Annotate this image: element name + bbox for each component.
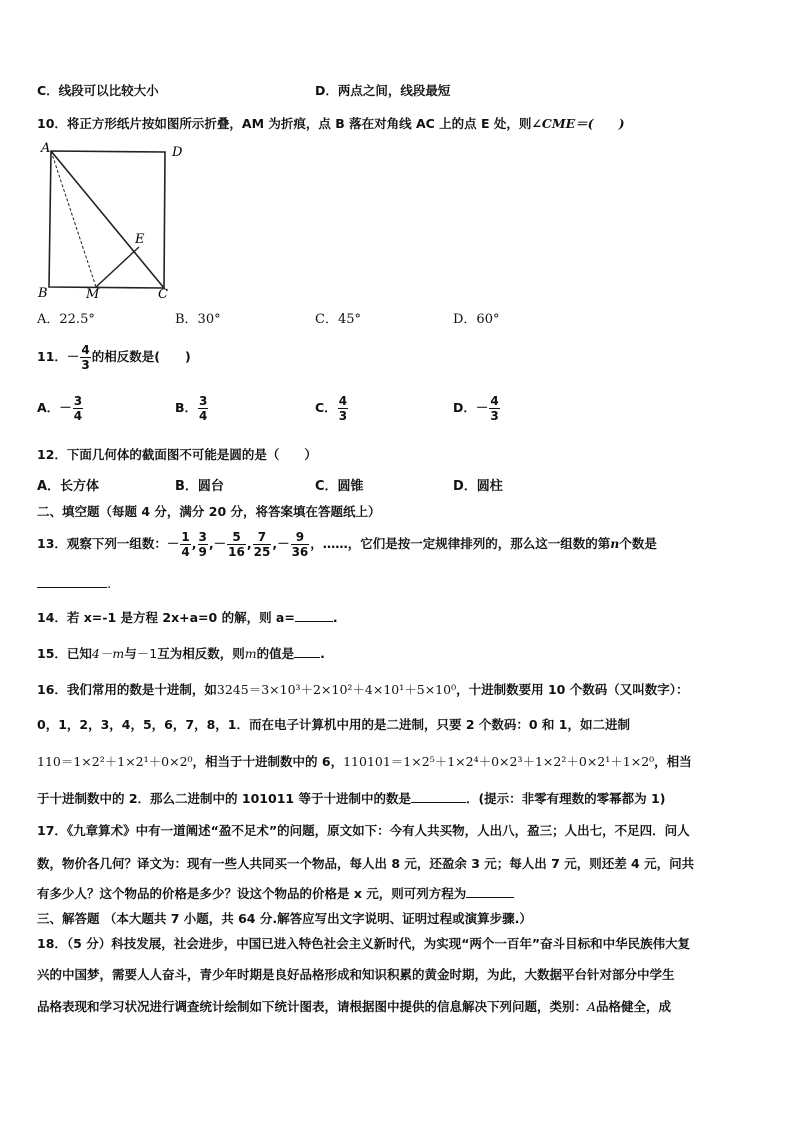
q16-line3: [37, 753, 692, 771]
q18-line1: 18．（5 分）科技发展，社会进步，中国已进入特色社会主义新时代，为实现“两个一百年”奋斗目标和中华民族伟大复: [37, 936, 691, 951]
q10-option-c: C．45°: [315, 312, 361, 327]
q16-line4-post: ．(提示：非零有理数的零幂都为 1): [465, 791, 666, 806]
q17-answer-blank[interactable]: [466, 897, 514, 898]
q13-answer-line: [37, 576, 111, 594]
q15-answer-blank[interactable]: [294, 657, 320, 658]
q16-line1-math: 3245＝3×10³＋2×10²＋4×10¹＋5×10⁰: [216, 682, 457, 697]
q14-end: .: [332, 610, 338, 625]
q12-option-b: B．圆台: [175, 479, 224, 494]
q13-f3-den: 16: [228, 545, 245, 559]
q10-stem: [37, 115, 625, 133]
q10-option-d: D．60°: [453, 312, 500, 327]
q11-option-a-label: A．: [37, 400, 60, 415]
q11-option-a-sign: －: [59, 400, 72, 415]
q18-line3: [37, 998, 671, 1016]
q13-f4-den: 25: [253, 545, 271, 559]
diagonal-ac: [51, 151, 164, 288]
q13-end: .: [107, 577, 112, 592]
q17-line3-text: 有多少人？这个物品的价格是多少？设这个物品的价格是 x 元，则可列方程为: [37, 886, 467, 901]
q16-answer-blank[interactable]: [411, 802, 466, 803]
q12-stem: 12．下面几何体的截面图不可能是圆的是（ ）: [37, 447, 317, 462]
q16-line4-pre: 于十进制数中的 2．那么二进制中的 101011 等于十进制中的数是: [37, 791, 411, 806]
q11-option-a-num: 3: [73, 394, 83, 408]
q16-line1-post: ，十进制数要用 10 个数码（又叫数字）：: [456, 682, 689, 697]
q11-option-d-num: 4: [490, 394, 499, 408]
q15-expr1: 4－m: [91, 646, 125, 661]
q13-f1-num: 1: [181, 530, 190, 544]
q17-line1: 17．《九章算术》中有一道阐述“盈不足术”的问题，原文如下：今有人共买物，人出八，盈三；人出七，不足四．问人: [37, 823, 690, 838]
q11-sign: －: [66, 349, 80, 364]
q13-f5-sign: －: [277, 536, 290, 551]
q11-option-a: [37, 391, 84, 425]
q14-stem: [37, 609, 338, 627]
q13-pre: 13．观察下列一组数：: [37, 536, 167, 551]
section-3-heading: 三、解答题 （本大题共 7 小题，共 64 分.解答应写出文字说明、证明过程或演算步骤.）: [37, 911, 532, 926]
q11-num: 11．: [37, 349, 67, 364]
q11-stem-tail: 的相反数是( ): [91, 349, 191, 364]
q13-f2-num: 3: [198, 530, 207, 544]
q11-option-c-den: 3: [338, 409, 348, 423]
q11-option-d-den: 3: [490, 409, 499, 423]
q16-line3-post: ，相当: [654, 754, 692, 769]
q18-line3-post: 品格健全，成: [596, 999, 672, 1014]
label-e: E: [135, 232, 145, 247]
label-b: B: [38, 286, 48, 301]
q11-option-c: [315, 391, 349, 425]
q16-line3-math2: 110101＝1×2⁵＋1×2⁴＋0×2³＋1×2²＋0×2¹＋1×2⁰: [343, 754, 655, 769]
segment-me: [96, 247, 139, 287]
q18-line3-text: 品格表现和学习状况进行调查统计绘制如下统计图表，请根据图中提供的信息解决下列问题，类别：: [37, 999, 588, 1014]
q11-option-a-den: 4: [73, 409, 83, 423]
q15-stem: [37, 645, 325, 663]
q13-f3-num: 5: [227, 530, 246, 545]
q16-line3-mid: ，相当于十进制数中的 6，: [192, 754, 344, 769]
q13-f5-den: 36: [291, 545, 309, 559]
q13-f1-sign: －: [166, 536, 180, 551]
q17-line3: [37, 885, 514, 903]
q11-option-b-label: B．: [175, 400, 198, 415]
q12-option-d: D．圆柱: [453, 479, 503, 494]
q9-option-c: C．线段可以比较大小: [37, 83, 159, 98]
fold-line-am: [51, 151, 96, 287]
q13-stem: 13．观察下列一组数：－ $\frac{1}{4}$ , $\frac{3}{9}$ ,－ $\frac{5}{16}$ , $\frac{7}{25}$ ,－ $\frac{9}{36}$ ，……，它们是按一定规律排列的，那么这一组数的第n个数是: [37, 530, 657, 559]
q16-line1: [37, 681, 688, 699]
q13-post: ，……，它们是按一定规律排列的，那么这一组数的第: [310, 536, 611, 551]
q11-option-c-num: 4: [338, 394, 348, 408]
q13-post2: 个数是: [619, 536, 657, 551]
q17-line2: 数，物价各几何？译文为：现有一些人共同买一个物品，每人出 8 元，还盈余 3 元；每人出 7 元，则还差 4 元，问共: [37, 856, 695, 871]
q18-line3-var: A: [587, 999, 597, 1014]
q11-option-b-num: 3: [199, 394, 208, 408]
label-d: D: [172, 145, 183, 160]
q10-stem-text: 10．将正方形纸片按如图所示折叠，AM 为折痕，点 B 落在对角线 AC 上的点 E 处，则: [37, 116, 532, 131]
q15-var-m: m: [244, 646, 257, 661]
q10-option-b: B．30°: [175, 312, 221, 327]
q15-expr2: －1: [136, 646, 158, 661]
label-m: M: [86, 287, 100, 302]
q13-f1-den: 4: [181, 545, 190, 559]
q11-options: [37, 391, 757, 431]
q14-text: 14．若 x=-1 是方程 2x+a=0 的解，则 a=: [37, 610, 295, 625]
q11-stem: [37, 342, 191, 372]
q15-mid: 与: [124, 646, 137, 661]
q13-f5-num: 9: [291, 530, 310, 545]
q13-f3-sign: －: [213, 536, 227, 551]
q12-option-c: C．圆锥: [315, 479, 364, 494]
q10-figure: [36, 140, 186, 305]
q11-option-d-sign: －: [475, 400, 489, 415]
q11-option-b-den: 4: [199, 409, 208, 423]
q14-answer-blank[interactable]: [295, 621, 333, 622]
q12-option-a: A．长方体: [37, 479, 100, 494]
q15-mid2: 互为相反数，则: [157, 646, 245, 661]
q10-option-a: A．22.5°: [37, 312, 95, 327]
q15-pre: 15．已知: [37, 646, 92, 661]
q11-option-d-label: D．: [453, 400, 476, 415]
q16-line4: [37, 790, 665, 808]
q11-option-b: [175, 391, 209, 425]
q16-line2: 0，1，2，3，4，5，6，7，8，1．而在电子计算机中用的是二进制，只要 2 个数码：0 和 1，如二进制: [37, 717, 630, 732]
label-a: A: [41, 141, 51, 156]
q11-option-c-label: C．: [315, 400, 337, 415]
q11-option-d: [453, 391, 501, 425]
q13-f4-num: 7: [253, 530, 272, 545]
q16-line1-pre: 16．我们常用的数是十进制，如: [37, 682, 217, 697]
q13-answer-blank[interactable]: [37, 587, 107, 588]
q15-post: 的值是: [256, 646, 295, 661]
q11-frac-num: 4: [81, 343, 90, 357]
q10-angle: ∠CME＝( ): [531, 116, 625, 131]
label-c: C: [158, 287, 168, 302]
q13-f2-den: 9: [198, 545, 207, 559]
q9-option-d: D．两点之间，线段最短: [315, 83, 451, 98]
q18-line2: 兴的中国梦，需要人人奋斗，青少年时期是良好品格形成和知识积累的黄金时期，为此，大数据平台针对部分中学生: [37, 967, 675, 982]
q15-end: .: [320, 646, 325, 661]
q13-var-n: n: [610, 536, 620, 551]
q11-frac-den: 3: [81, 358, 90, 372]
section-2-heading: 二、填空题（每题 4 分，满分 20 分，将答案填在答题纸上）: [37, 504, 381, 519]
q16-line3-math1: 110＝1×2²＋1×2¹＋0×2⁰: [37, 754, 193, 769]
